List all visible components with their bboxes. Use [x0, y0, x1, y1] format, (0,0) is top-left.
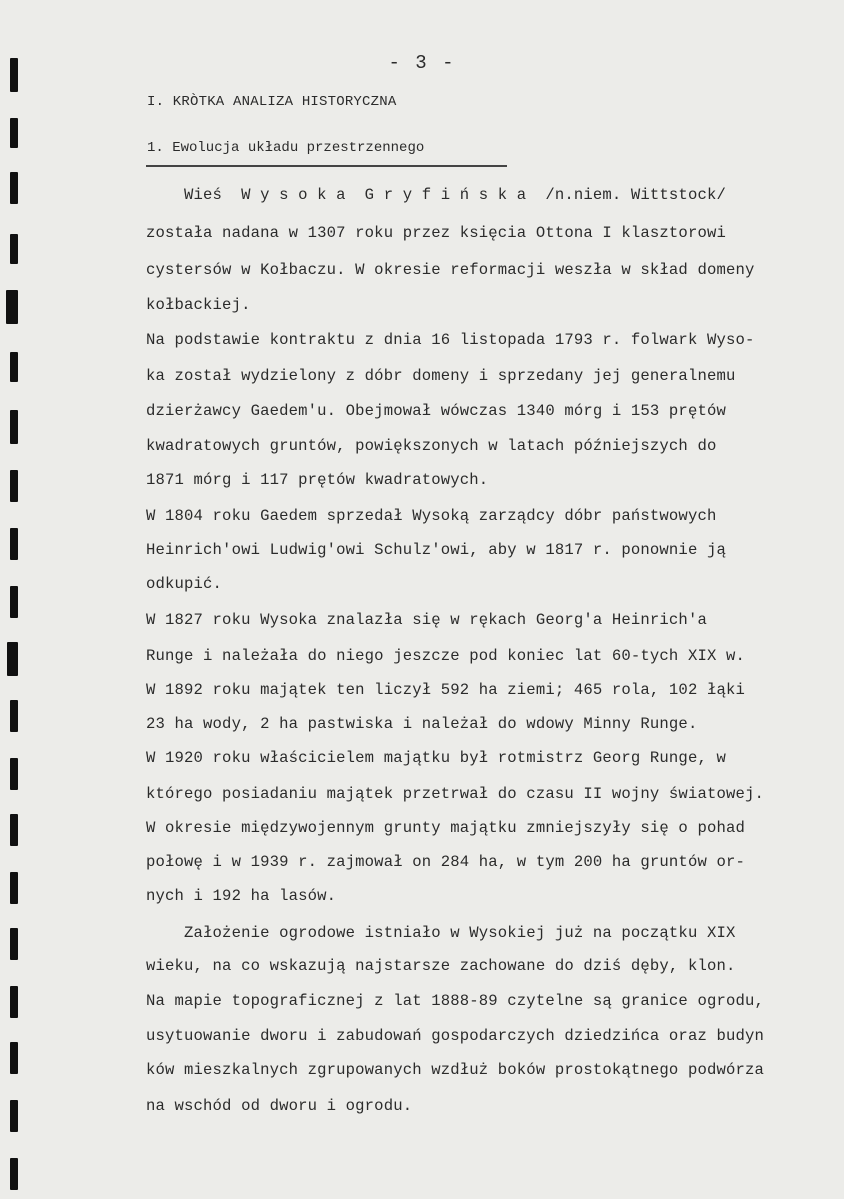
- text-line: W 1920 roku właścicielem majątku był rotmistrz Georg Runge, w: [146, 749, 726, 767]
- text-line: 23 ha wody, 2 ha pastwiska i należał do wdowy Minny Runge.: [146, 715, 698, 733]
- text-line: 1871 mórg i 117 prętów kwadratowych.: [146, 471, 489, 489]
- text-line: W 1827 roku Wysoka znalazła się w rękach Georg'a Heinrich'a: [146, 611, 707, 629]
- binding-hole: [10, 352, 18, 382]
- binding-hole: [10, 172, 18, 204]
- text-line: na wschód od dworu i ogrodu.: [146, 1097, 413, 1115]
- text-line: kwadratowych gruntów, powiększonych w latach późniejszych do: [146, 437, 717, 455]
- text-line: Wieś W y s o k a G r y f i ń s k a /n.niem. Wittstock/: [146, 186, 726, 204]
- binding-hole: [10, 814, 18, 846]
- text-line: nych i 192 ha lasów.: [146, 887, 337, 905]
- binding-hole: [10, 986, 18, 1018]
- binding-hole: [10, 700, 18, 732]
- text-line: W 1804 roku Gaedem sprzedał Wysoką zarządcy dóbr państwowych: [146, 507, 717, 525]
- binding-hole: [6, 290, 18, 324]
- binding-hole: [10, 118, 18, 148]
- text-line: została nadana w 1307 roku przez księcia Ottona I klasztorowi: [146, 224, 726, 242]
- binding-hole: [7, 642, 18, 676]
- text-line: usytuowanie dworu i zabudowań gospodarczych dziedzińca oraz budyn: [146, 1027, 765, 1045]
- text-line: cystersów w Kołbaczu. W okresie reformacji weszła w skład domeny: [146, 261, 755, 279]
- binding-hole: [10, 872, 18, 904]
- text-line: ków mieszkalnych zgrupowanych wzdłuż boków prostokątnego podwórza: [146, 1061, 765, 1079]
- text-line: wieku, na co wskazują najstarsze zachowane do dziś dęby, klon.: [146, 957, 736, 975]
- text-line: Runge i należała do niego jeszcze pod koniec lat 60-tych XIX w.: [146, 647, 745, 665]
- text-line: W okresie międzywojennym grunty majątku zmniejszyły się o pohad: [146, 819, 745, 837]
- binding-hole: [10, 586, 18, 618]
- text-line: W 1892 roku majątek ten liczył 592 ha ziemi; 465 rola, 102 łąki: [146, 681, 745, 699]
- text-line: dzierżawcy Gaedem'u. Obejmował wówczas 1340 mórg i 153 prętów: [146, 402, 726, 420]
- text-line: kołbackiej.: [146, 296, 251, 314]
- binding-hole: [10, 928, 18, 960]
- text-line: ka został wydzielony z dóbr domeny i sprzedany jej generalnemu: [146, 367, 736, 385]
- text-line: połowę i w 1939 r. zajmował on 284 ha, w tym 200 ha gruntów or-: [146, 853, 745, 871]
- text-line: odkupić.: [146, 575, 223, 593]
- section-heading: I. KRÒTKA ANALIZA HISTORYCZNA: [147, 94, 397, 110]
- binding-hole: [10, 528, 18, 560]
- text-line: Założenie ogrodowe istniało w Wysokiej już na początku XIX: [146, 924, 736, 942]
- binding-hole: [10, 1100, 18, 1132]
- text-line: Na mapie topograficznej z lat 1888-89 czytelne są granice ogrodu,: [146, 992, 765, 1010]
- binding-hole: [10, 234, 18, 264]
- binding-hole: [10, 410, 18, 444]
- binding-hole: [10, 758, 18, 790]
- binding-hole: [10, 470, 18, 502]
- binding-hole: [10, 1158, 18, 1190]
- subsection-heading: 1. Ewolucja układu przestrzennego: [147, 140, 425, 156]
- text-line: którego posiadaniu majątek przetrwał do czasu II wojny światowej.: [146, 785, 765, 803]
- text-line: Heinrich'owi Ludwig'owi Schulz'owi, aby w 1817 r. ponownie ją: [146, 541, 726, 559]
- text-line: Na podstawie kontraktu z dnia 16 listopada 1793 r. folwark Wyso-: [146, 331, 755, 349]
- binding-strip: [0, 0, 34, 1199]
- binding-hole: [10, 1042, 18, 1074]
- subheading-underline: [146, 165, 507, 167]
- page-number: - 3 -: [388, 52, 456, 74]
